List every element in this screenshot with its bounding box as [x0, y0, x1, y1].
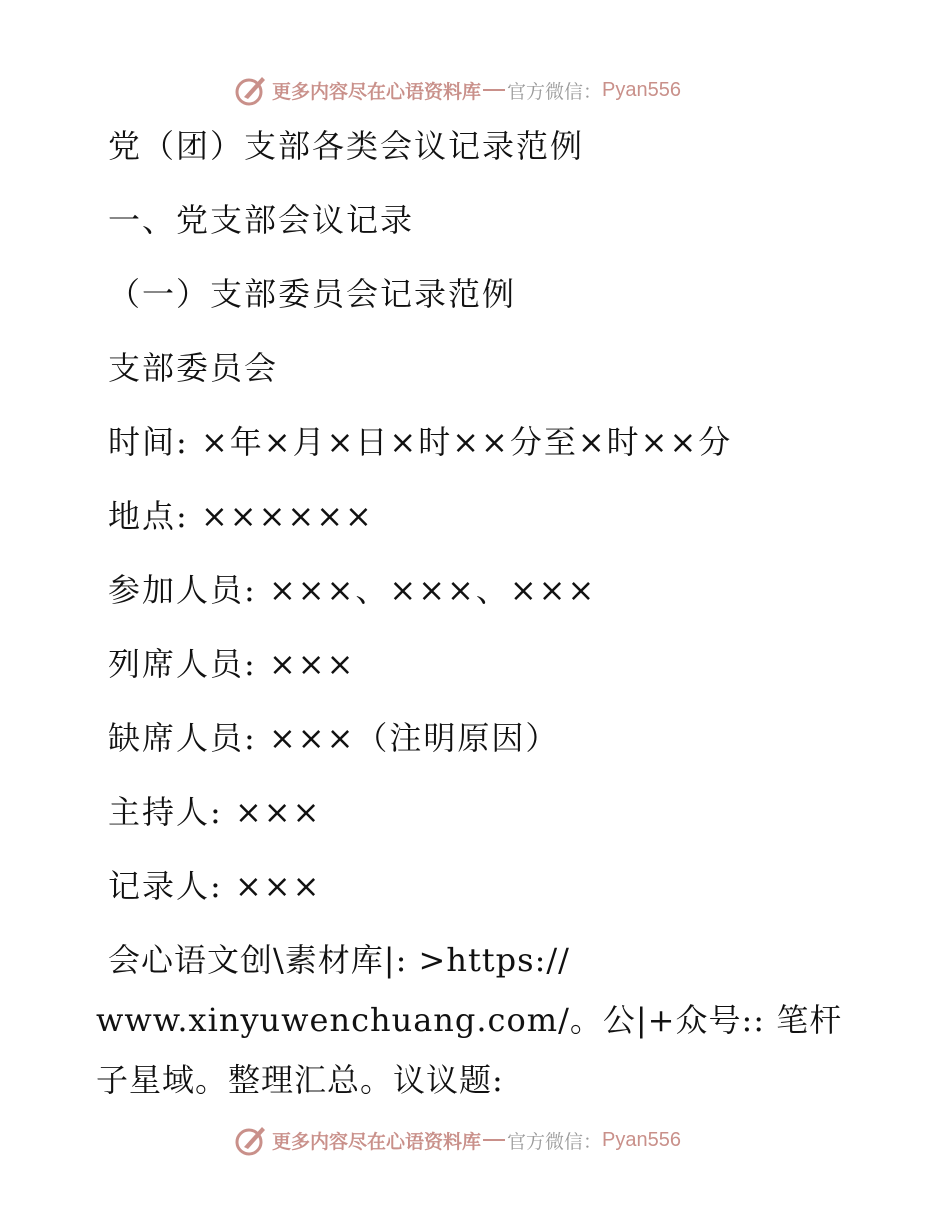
watermark-suffix: 官方微信： [507, 80, 603, 103]
watermark-account: Pyan556 [602, 78, 681, 101]
committee-label: 支部委员会 [108, 349, 279, 387]
document-title: 党（团）支部各类会议记录范例 [108, 127, 585, 165]
meeting-place: 地点: ×××××× [108, 497, 374, 535]
watermark-brand: 更多内容尽在心语资料库 [272, 80, 482, 103]
quill-logo-icon [234, 1123, 268, 1157]
watermark-dash [483, 89, 505, 91]
meeting-recorder: 记录人: ××× [108, 867, 322, 905]
watermark-account: Pyan556 [602, 1128, 681, 1151]
watermark-footer [234, 1122, 681, 1158]
source-paragraph-line1: 会心语文创\素材库|: >https:// [108, 941, 570, 979]
subsection-heading: （一）支部委员会记录范例 [108, 275, 517, 313]
meeting-attendees: 参加人员: ×××、×××、××× [108, 571, 597, 609]
quill-logo-icon [234, 73, 268, 107]
meeting-time: 时间: ×年×月×日×时××分至×时××分 [108, 423, 733, 461]
meeting-absentees: 缺席人员: ×××（注明原因） [108, 719, 560, 757]
watermark-suffix: 官方微信： [507, 1130, 603, 1153]
watermark-dash [483, 1139, 505, 1141]
meeting-observers: 列席人员: ××× [108, 645, 356, 683]
source-paragraph-rest: www.xinyuwenchuang.com/。公|+众号:: 笔杆子星域。整理汇总。议议题: [96, 1001, 843, 1099]
watermark-header [234, 72, 681, 108]
source-paragraph [96, 930, 856, 1110]
watermark-brand: 更多内容尽在心语资料库 [272, 1130, 482, 1153]
section-heading: 一、党支部会议记录 [108, 201, 415, 239]
meeting-host: 主持人: ××× [108, 793, 322, 831]
